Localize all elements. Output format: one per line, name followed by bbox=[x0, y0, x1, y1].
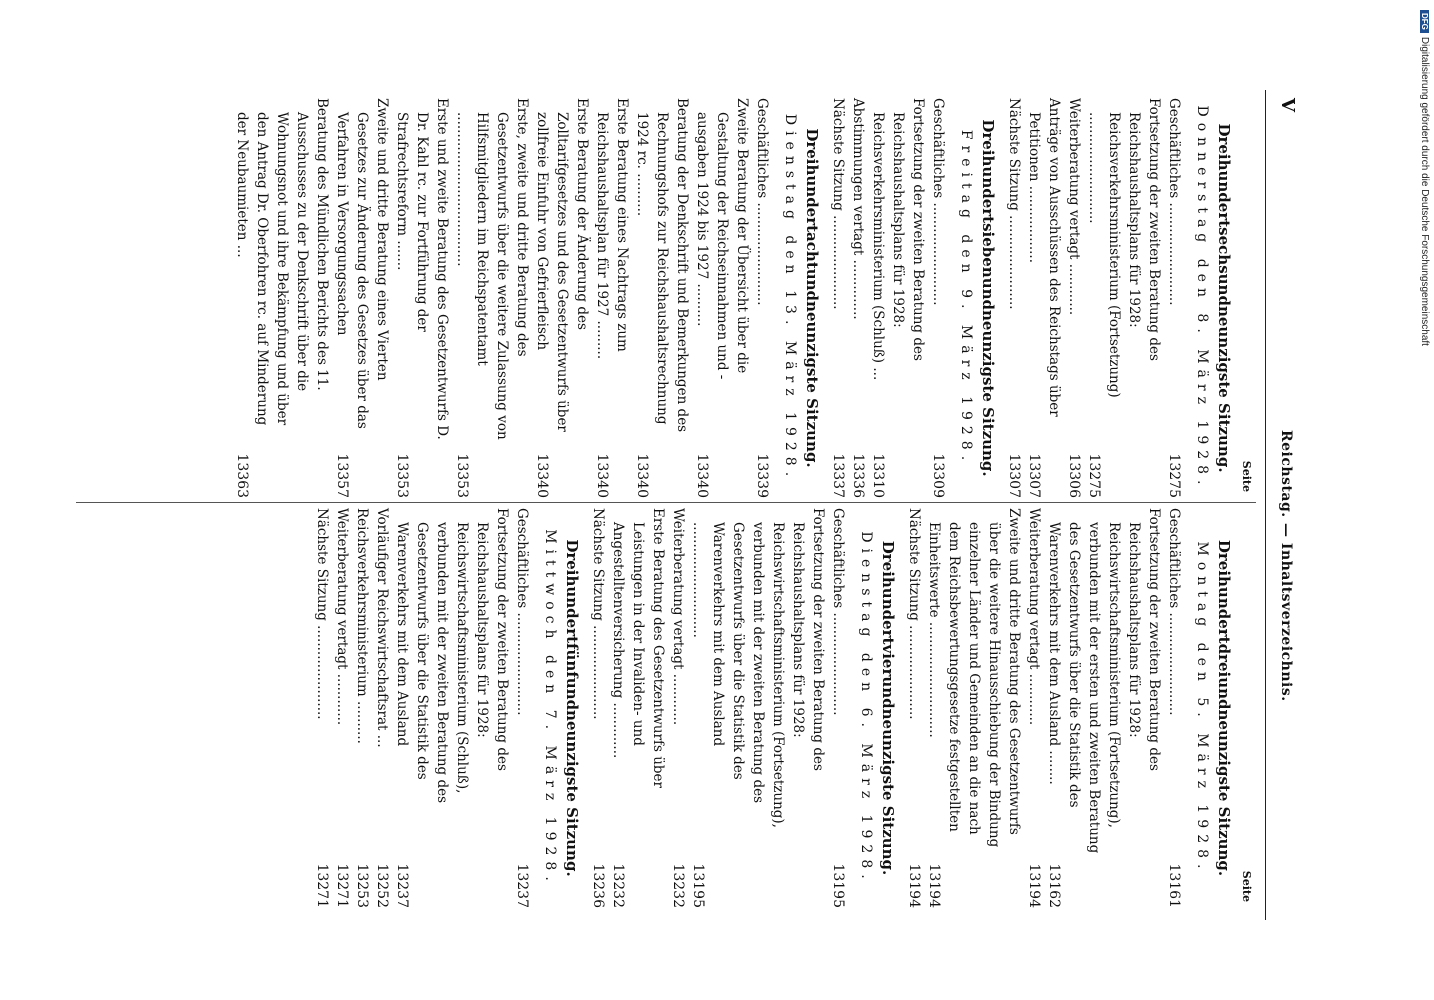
seite-label: Seite bbox=[1240, 460, 1253, 492]
entry-text: Zweite Beratung der Übersicht über die Gestaltung der Reichseinnahmen und -ausgaben 1924 bis 1927 .......... bbox=[694, 98, 750, 380]
entry-text: Erste Beratung des Gesetzentwurfs über Leistungen in der Invaliden- und Angestelltenversicherung ............. bbox=[610, 508, 666, 788]
page-number: 13271 bbox=[314, 863, 330, 908]
session-date: Dienstag den 6. März 1928. bbox=[858, 531, 874, 885]
page-number: 13275 bbox=[1086, 453, 1102, 498]
page-number: 13271 bbox=[334, 863, 350, 908]
toc-entry bbox=[592, 98, 632, 498]
page-number: 13275 bbox=[1166, 453, 1182, 498]
toc-entry bbox=[828, 508, 848, 908]
page-number: 13336 bbox=[850, 453, 866, 498]
toc-entry bbox=[608, 508, 668, 908]
toc-entry bbox=[692, 98, 752, 498]
credit-text: Digitalisierung gefördert durch die Deutsche Forschungsgemeinschaft bbox=[1419, 36, 1430, 346]
page-number: 13194 bbox=[926, 863, 942, 908]
running-title: Reichstag. — Inhaltsverzeichnis. bbox=[1278, 430, 1294, 702]
toc-entry bbox=[1164, 98, 1184, 498]
entry-text: Fortsetzung der zweiten Beratung des Reichshaushaltsplans für 1928: Reichsverkehrsministerium (Schluß) ... bbox=[870, 98, 926, 381]
session-block bbox=[904, 508, 1234, 908]
page-number: 13340 bbox=[694, 453, 710, 498]
toc-entry bbox=[1004, 98, 1024, 498]
page-numeral: V bbox=[1277, 98, 1298, 113]
toc-entry bbox=[828, 98, 848, 498]
page-number: 13194 bbox=[1026, 863, 1042, 908]
session-block bbox=[312, 508, 582, 908]
toc-entry bbox=[232, 98, 332, 498]
page-number: 13339 bbox=[754, 453, 770, 498]
entry-text: Zweite und dritte Beratung eines Vierten Gesetzes zur Änderung des Gesetzes über das Verfahren in Versorgungssachen bbox=[334, 98, 390, 429]
entry-text: Beratung der Denkschrift und Bemerkungen des Rechnungshofs zur Reichshaushaltsrechnung 1924 rc. .......... bbox=[634, 98, 690, 433]
session-title: Dreihundertfünfundneunzigste Sitzung. bbox=[563, 539, 581, 877]
document-page bbox=[70, 90, 1300, 920]
session-date: Donnerstag den 8. März 1928. bbox=[1194, 105, 1210, 491]
entry-text: Reichsverkehrsministerium .......... bbox=[354, 508, 370, 744]
entry-text: Erste Beratung der Änderung des Zolltarifgesetzes und des Gesetzentwurfs über zollfreie Einfuhr von Gefrierfleisch bbox=[534, 98, 590, 432]
entry-text: Fortsetzung der zweiten Beratung des Reichshaushaltsplans für 1928: Reichsverkehrsministerium (Fortsetzung) .......................... bbox=[1086, 98, 1162, 398]
left-column bbox=[76, 508, 1256, 908]
session-title: Dreihundertsechsundneunzigste Sitzung. bbox=[1215, 123, 1233, 473]
page-number: 13252 bbox=[374, 863, 390, 908]
entry-text: Fortsetzung der zweiten Beratung des Reichshaushaltsplans für 1928: Reichswirtschaftsministerium (Fortsetzung), verbunden mit der zweiten Beratung des Gesetzentwurfs über die Statistik des Warenverkehrs mit dem Ausland ........................... bbox=[690, 508, 826, 828]
page-number: 13195 bbox=[830, 863, 846, 908]
page-number: 13363 bbox=[234, 453, 250, 498]
session-block bbox=[232, 98, 822, 498]
entry-text: Weiterberatung vertagt ............ bbox=[1026, 508, 1042, 726]
entry-text: Geschäftliches ........................ bbox=[930, 98, 946, 306]
entry-text: Erste, zweite und dritte Beratung des Gesetzentwurfs über die weitere Zulassung von Hilfsmitgliedern im Reichspatentamt .................................... bbox=[454, 98, 530, 440]
entry-text: Fortsetzung der zweiten Beratung des Reichshaushaltsplans für 1928: Reichswirtschaftsministerium (Fortsetzung), verbunden mit der ersten und zweiten Beratung des Gesetzentwurfs über die Statistik des Warenverkehrs mit dem Ausland ........ bbox=[1046, 508, 1162, 854]
toc-entry bbox=[1064, 98, 1084, 498]
column-divider bbox=[76, 502, 1256, 503]
page-number: 13253 bbox=[354, 863, 370, 908]
entry-text: Erste und zweite Beratung des Gesetzentwurfs D. Dr. Kahl rc. zur Fortführung der Strafrechtsreform ....... bbox=[394, 98, 450, 440]
toc-entry bbox=[668, 508, 688, 908]
session-date: Freitag den 9. März 1928. bbox=[958, 129, 974, 467]
page-number: 13232 bbox=[670, 863, 686, 908]
entry-text: Anträge von Ausschüssen des Reichstags über Petitionen .................. bbox=[1026, 98, 1062, 417]
toc-entry bbox=[1024, 508, 1044, 908]
entry-text: Beratung des Mündlichen Berichts des 11. Ausschusses zu der Denkschrift über die Wohnungsnot und ihre Bekämpfung und über den Antrag Dr. Oberfohren rc. auf Minderung der Neubaumieten ... bbox=[234, 98, 330, 426]
page-number: 13307 bbox=[1006, 453, 1022, 498]
toc-entry bbox=[632, 98, 692, 498]
toc-entry bbox=[928, 98, 948, 498]
page-number: 13306 bbox=[1066, 453, 1082, 498]
session-title: Dreihundertdreiundneunzigste Sitzung. bbox=[1215, 539, 1233, 877]
toc-entry bbox=[1044, 508, 1164, 908]
session-date: Mittwoch den 7. März 1928. bbox=[542, 529, 558, 887]
page-number: 13237 bbox=[514, 863, 530, 908]
entry-text: Abstimmungen vertagt .............. bbox=[850, 98, 866, 320]
toc-entry bbox=[532, 98, 592, 498]
entry-text: Vorläufiger Reichswirtschaftsrat ... bbox=[374, 508, 390, 748]
page-number: 13232 bbox=[610, 863, 626, 908]
session-title: Dreihundertachtundneunzigste Sitzung. bbox=[803, 128, 821, 468]
page-number: 13337 bbox=[830, 453, 846, 498]
toc-entry bbox=[1164, 508, 1184, 908]
toc-entry bbox=[924, 508, 1024, 908]
entry-text: Weiterberatung vertagt ............ bbox=[334, 508, 350, 726]
toc-entry bbox=[752, 98, 772, 498]
page-number: 13194 bbox=[906, 863, 922, 908]
session-block bbox=[1004, 98, 1234, 498]
entry-text: Geschäftliches ........................ bbox=[514, 508, 530, 716]
entry-text: Geschäftliches ........................ bbox=[1166, 98, 1182, 306]
page-number: 13340 bbox=[534, 453, 550, 498]
entry-text: Nächste Sitzung ...................... bbox=[314, 508, 330, 720]
page-number: 13353 bbox=[394, 453, 410, 498]
toc-entry bbox=[372, 508, 392, 908]
session-date: Montag den 5. März 1928. bbox=[1194, 541, 1210, 875]
entry-text: Weiterberatung vertagt ............ bbox=[670, 508, 686, 726]
page-number: 13309 bbox=[930, 453, 946, 498]
toc-entry bbox=[332, 98, 392, 498]
entry-text: Nächste Sitzung ...................... bbox=[1006, 98, 1022, 310]
toc-entry bbox=[352, 508, 372, 908]
toc-entry bbox=[512, 508, 532, 908]
page-number: 13236 bbox=[590, 863, 606, 908]
dfg-logo: DFG bbox=[1420, 10, 1429, 33]
page-number: 13340 bbox=[594, 453, 610, 498]
session-date: Dienstag den 13. März 1928. bbox=[782, 113, 798, 483]
page-number: 13161 bbox=[1166, 863, 1182, 908]
session-title: Dreihundertvierundneunzigste Sitzung. bbox=[879, 540, 897, 876]
page-number: 13195 bbox=[690, 863, 706, 908]
page-number: 13310 bbox=[870, 453, 886, 498]
toc-entry bbox=[904, 508, 924, 908]
page-number: 13357 bbox=[334, 453, 350, 498]
session-block bbox=[828, 98, 998, 498]
toc-entry bbox=[392, 98, 452, 498]
entry-text: Geschäftliches ........................ bbox=[830, 508, 846, 716]
seite-label: Seite bbox=[1240, 870, 1253, 902]
page-number: 13353 bbox=[454, 453, 470, 498]
entry-text: Nächste Sitzung ...................... bbox=[906, 508, 922, 720]
right-column bbox=[76, 98, 1256, 498]
toc-entry bbox=[1024, 98, 1064, 498]
toc-entry bbox=[332, 508, 352, 908]
toc-entry bbox=[868, 98, 928, 498]
digitization-credit bbox=[1418, 10, 1430, 610]
session-title: Dreihundertsiebenundneunzigste Sitzung. bbox=[979, 119, 997, 477]
toc-entry bbox=[688, 508, 828, 908]
toc-entry bbox=[1084, 98, 1164, 498]
page-number: 13237 bbox=[394, 863, 410, 908]
entry-text: Erste Beratung eines Nachtrags zum Reichshaushaltsplan für 1927 ......... bbox=[594, 98, 630, 360]
toc-entry bbox=[452, 98, 532, 498]
entry-text: Geschäftliches ........................ bbox=[1166, 508, 1182, 716]
entry-text: Fortsetzung der zweiten Beratung des Reichshaushaltsplans für 1928: Reichswirtschaftsministerium (Schluß), verbunden mit der zweiten Beratung des Gesetzentwurfs über die Statistik des Warenverkehrs mit dem Ausland bbox=[394, 508, 510, 804]
toc-entry bbox=[848, 98, 868, 498]
toc-entry bbox=[588, 508, 608, 908]
toc-entry bbox=[392, 508, 512, 908]
page-header bbox=[1264, 90, 1300, 920]
entry-text: Zweite und dritte Beratung des Gesetzentwurfs über die weitere Hinausschiebung der Bindung einzelner Länder und Gemeinden an die nach dem Reichsbewertungsgesetze festgestellten Einheitswerte ........................... bbox=[926, 508, 1022, 848]
toc-entry bbox=[312, 508, 332, 908]
header-rule bbox=[1265, 90, 1266, 920]
page-number: 13340 bbox=[634, 453, 650, 498]
page-number: 13162 bbox=[1046, 863, 1062, 908]
entry-text: Nächste Sitzung ...................... bbox=[590, 508, 606, 720]
entry-text: Geschäftliches ........................ bbox=[754, 98, 770, 306]
entry-text: Weiterberatung vertagt ............ bbox=[1066, 98, 1082, 316]
entry-text: Nächste Sitzung ...................... bbox=[830, 98, 846, 310]
page-number: 13307 bbox=[1026, 453, 1042, 498]
session-block bbox=[588, 508, 898, 908]
